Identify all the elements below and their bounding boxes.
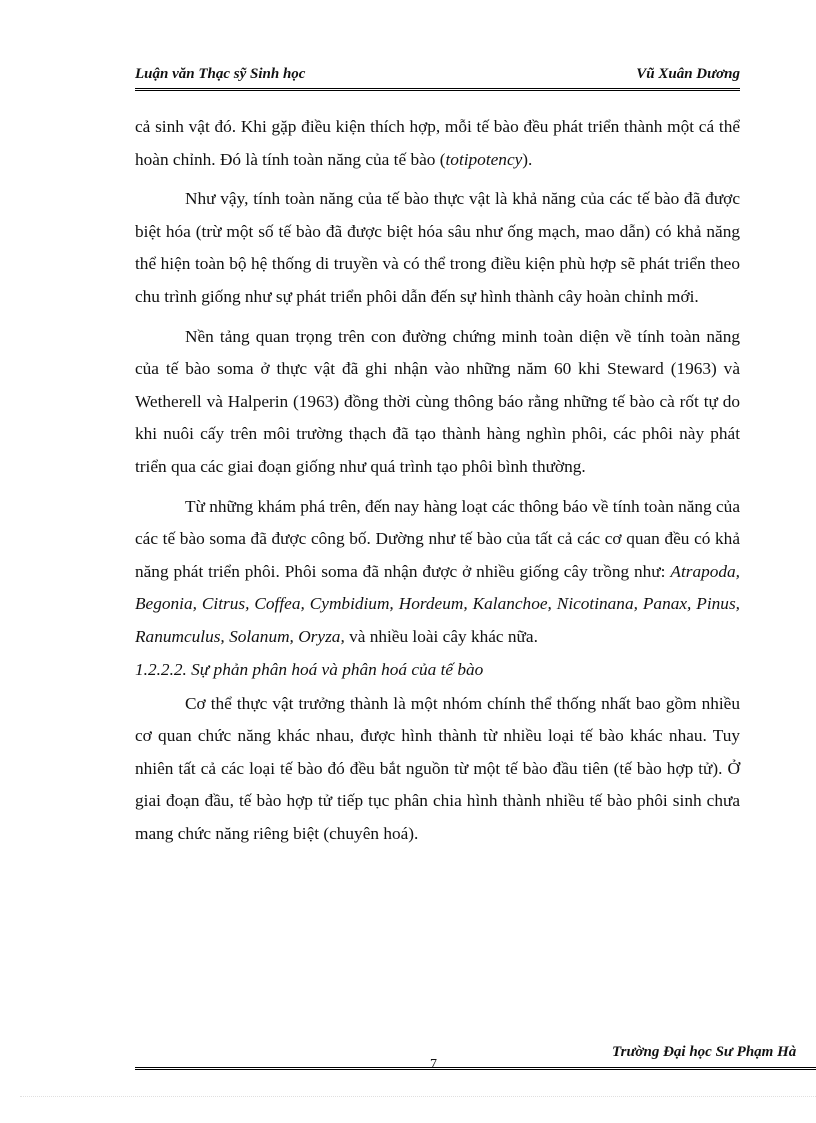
header-thesis-title: Luận văn Thạc sỹ Sinh học (135, 66, 306, 82)
section-heading: 1.2.2.2. Sự phản phân hoá và phân hoá của tế bào (135, 659, 484, 679)
paragraph-5: Cơ thể thực vật trưởng thành là một nhóm chính thể thống nhất bao gồm nhiều cơ quan chức năng khác nhau, được hình thành từ nhiều loại tế bào khác nhau. Tuy nhiên tất cả các loại tế bào đó đều bắt nguồn từ một tế bào đầu tiên (tế bào hợp tử). Ở giai đoạn đầu, tế bào hợp tử tiếp tục phân chia hình thành nhiều tế bào phôi sinh chưa mang chức năng riêng biệt (chuyên hoá). (135, 693, 740, 843)
paragraph-4 (135, 491, 740, 654)
paragraph-4-end: và nhiều loài cây khác nữa. (344, 626, 538, 646)
paragraph-1 (135, 111, 740, 176)
paragraph-2: Như vậy, tính toàn năng của tế bào thực vật là khả năng của các tế bào đã được biệt hóa (trừ một số tế bào đã được biệt hóa sâu như ống mạch, mao dẫn) có khả năng thể hiện toàn bộ hệ thống di truyền và có thể trong điều kiện phù hợp sẽ phát triển theo chu trình giống như sự phát triển phôi dẫn đến sự hình thành cây hoàn chỉnh mới. (135, 189, 740, 306)
term-totipotency: totipotency (445, 149, 523, 169)
paragraph-1-end: ). (522, 149, 533, 169)
footer-institution: Trường Đại học Sư Phạm Hà (612, 1044, 797, 1060)
page-number: 7 (430, 1057, 437, 1072)
header-author: Vũ Xuân Dương (636, 66, 740, 82)
paragraph-1-text: cả sinh vật đó. Khi gặp điều kiện thích hợp, mỗi tế bào đều phát triển thành một cá thể hoàn chỉnh. Đó là tính toàn năng của tế bào ( (135, 117, 740, 169)
species-list: Atrapoda, Begonia, Citrus, Coffea, Cymbidium, Hordeum, Kalanchoe, Nicotinana, Panax, Pinus, Ranumculus, Solanum, Oryza, (135, 561, 740, 646)
page-body (135, 111, 740, 857)
paragraph-3: Nền tảng quan trọng trên con đường chứng minh toàn diện về tính toàn năng của tế bào soma ở thực vật đã ghi nhận vào những năm 60 khi Steward (1963) và Wetherell và Halperin (1963) đồng thời cùng thông báo rằng những tế bào cà rốt tự do khi nuôi cấy trên môi trường thạch đã tạo thành hàng nghìn phôi, các phôi này phát triển qua các giai đoạn giống như quá trình tạo phôi bình thường. (135, 326, 740, 476)
paragraph-4-text: Từ những khám phá trên, đến nay hàng loạt các thông báo về tính toàn năng của các tế bào soma đã được công bố. Dường như tế bào của tất cả các cơ quan đều có khả năng phát triển phôi. Phôi soma đã nhận được ở nhiều giống cây trồng như: (135, 496, 740, 581)
footer-rule (135, 1067, 816, 1070)
page-edge-dotted-line (20, 1096, 816, 1097)
header-rule (135, 88, 740, 91)
